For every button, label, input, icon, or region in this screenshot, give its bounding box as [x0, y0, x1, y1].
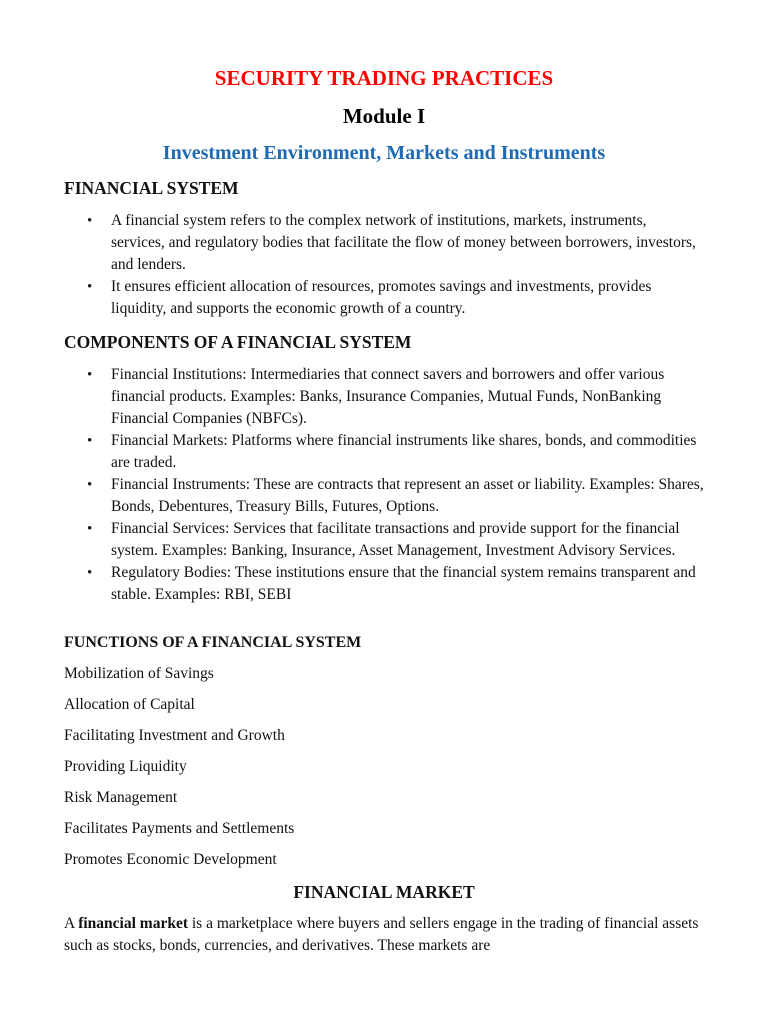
financial-system-heading: FINANCIAL SYSTEM — [64, 178, 239, 198]
function-item: Facilitating Investment and Growth — [64, 727, 285, 744]
list-item: • Financial Markets: Platforms where financial instruments like shares, bonds, and commodities are traded. — [0, 430, 768, 474]
financial-market-paragraph — [64, 913, 704, 957]
module-subtitle: Investment Environment, Markets and Instruments — [162, 142, 606, 164]
module-title: Module I — [342, 104, 426, 128]
list-item: • Financial Institutions: Intermediaries that connect savers and borrowers and offer various financial products. Examples: Banks, Insurance Companies, Mutual Funds, NonBanking Financial Companies (NBFCs). — [0, 364, 768, 430]
document-title: SECURITY TRADING PRACTICES — [214, 66, 554, 90]
components-heading: COMPONENTS OF A FINANCIAL SYSTEM — [64, 332, 412, 352]
financial-system-list — [0, 210, 768, 320]
list-item: • Regulatory Bodies: These institutions ensure that the financial system remains transparent and stable. Examples: RBI, SEBI — [0, 562, 768, 606]
list-item: • A financial system refers to the complex network of institutions, markets, instruments, services, and regulatory bodies that facilitate the flow of money between borrowers, investors, and lenders. — [0, 210, 768, 276]
para-prefix: A — [64, 915, 79, 932]
financial-market-heading: FINANCIAL MARKET — [293, 882, 475, 902]
function-item: Facilitates Payments and Settlements — [64, 820, 295, 837]
function-item: Allocation of Capital — [64, 696, 195, 713]
function-item: Risk Management — [64, 789, 178, 806]
list-item: • It ensures efficient allocation of resources, promotes savings and investments, provides liquidity, and supports the economic growth of a country. — [0, 276, 768, 320]
list-item: • Financial Instruments: These are contracts that represent an asset or liability. Examples: Shares, Bonds, Debentures, Treasury Bills, Futures, Options. — [0, 474, 768, 518]
para-rest: is a marketplace where buyers and sellers engage in the trading of financial assets such as stocks, bonds, currencies, and derivatives. These markets are — [64, 915, 699, 954]
function-item: Mobilization of Savings — [64, 665, 214, 682]
functions-heading: FUNCTIONS OF A FINANCIAL SYSTEM — [64, 634, 362, 651]
list-item: • Financial Services: Services that facilitate transactions and provide support for the financial system. Examples: Banking, Insurance, Asset Management, Investment Advisory Services. — [0, 518, 768, 562]
function-item: Promotes Economic Development — [64, 851, 277, 868]
para-bold-term: financial market — [78, 915, 188, 932]
function-item: Providing Liquidity — [64, 758, 187, 775]
components-list — [0, 364, 768, 606]
